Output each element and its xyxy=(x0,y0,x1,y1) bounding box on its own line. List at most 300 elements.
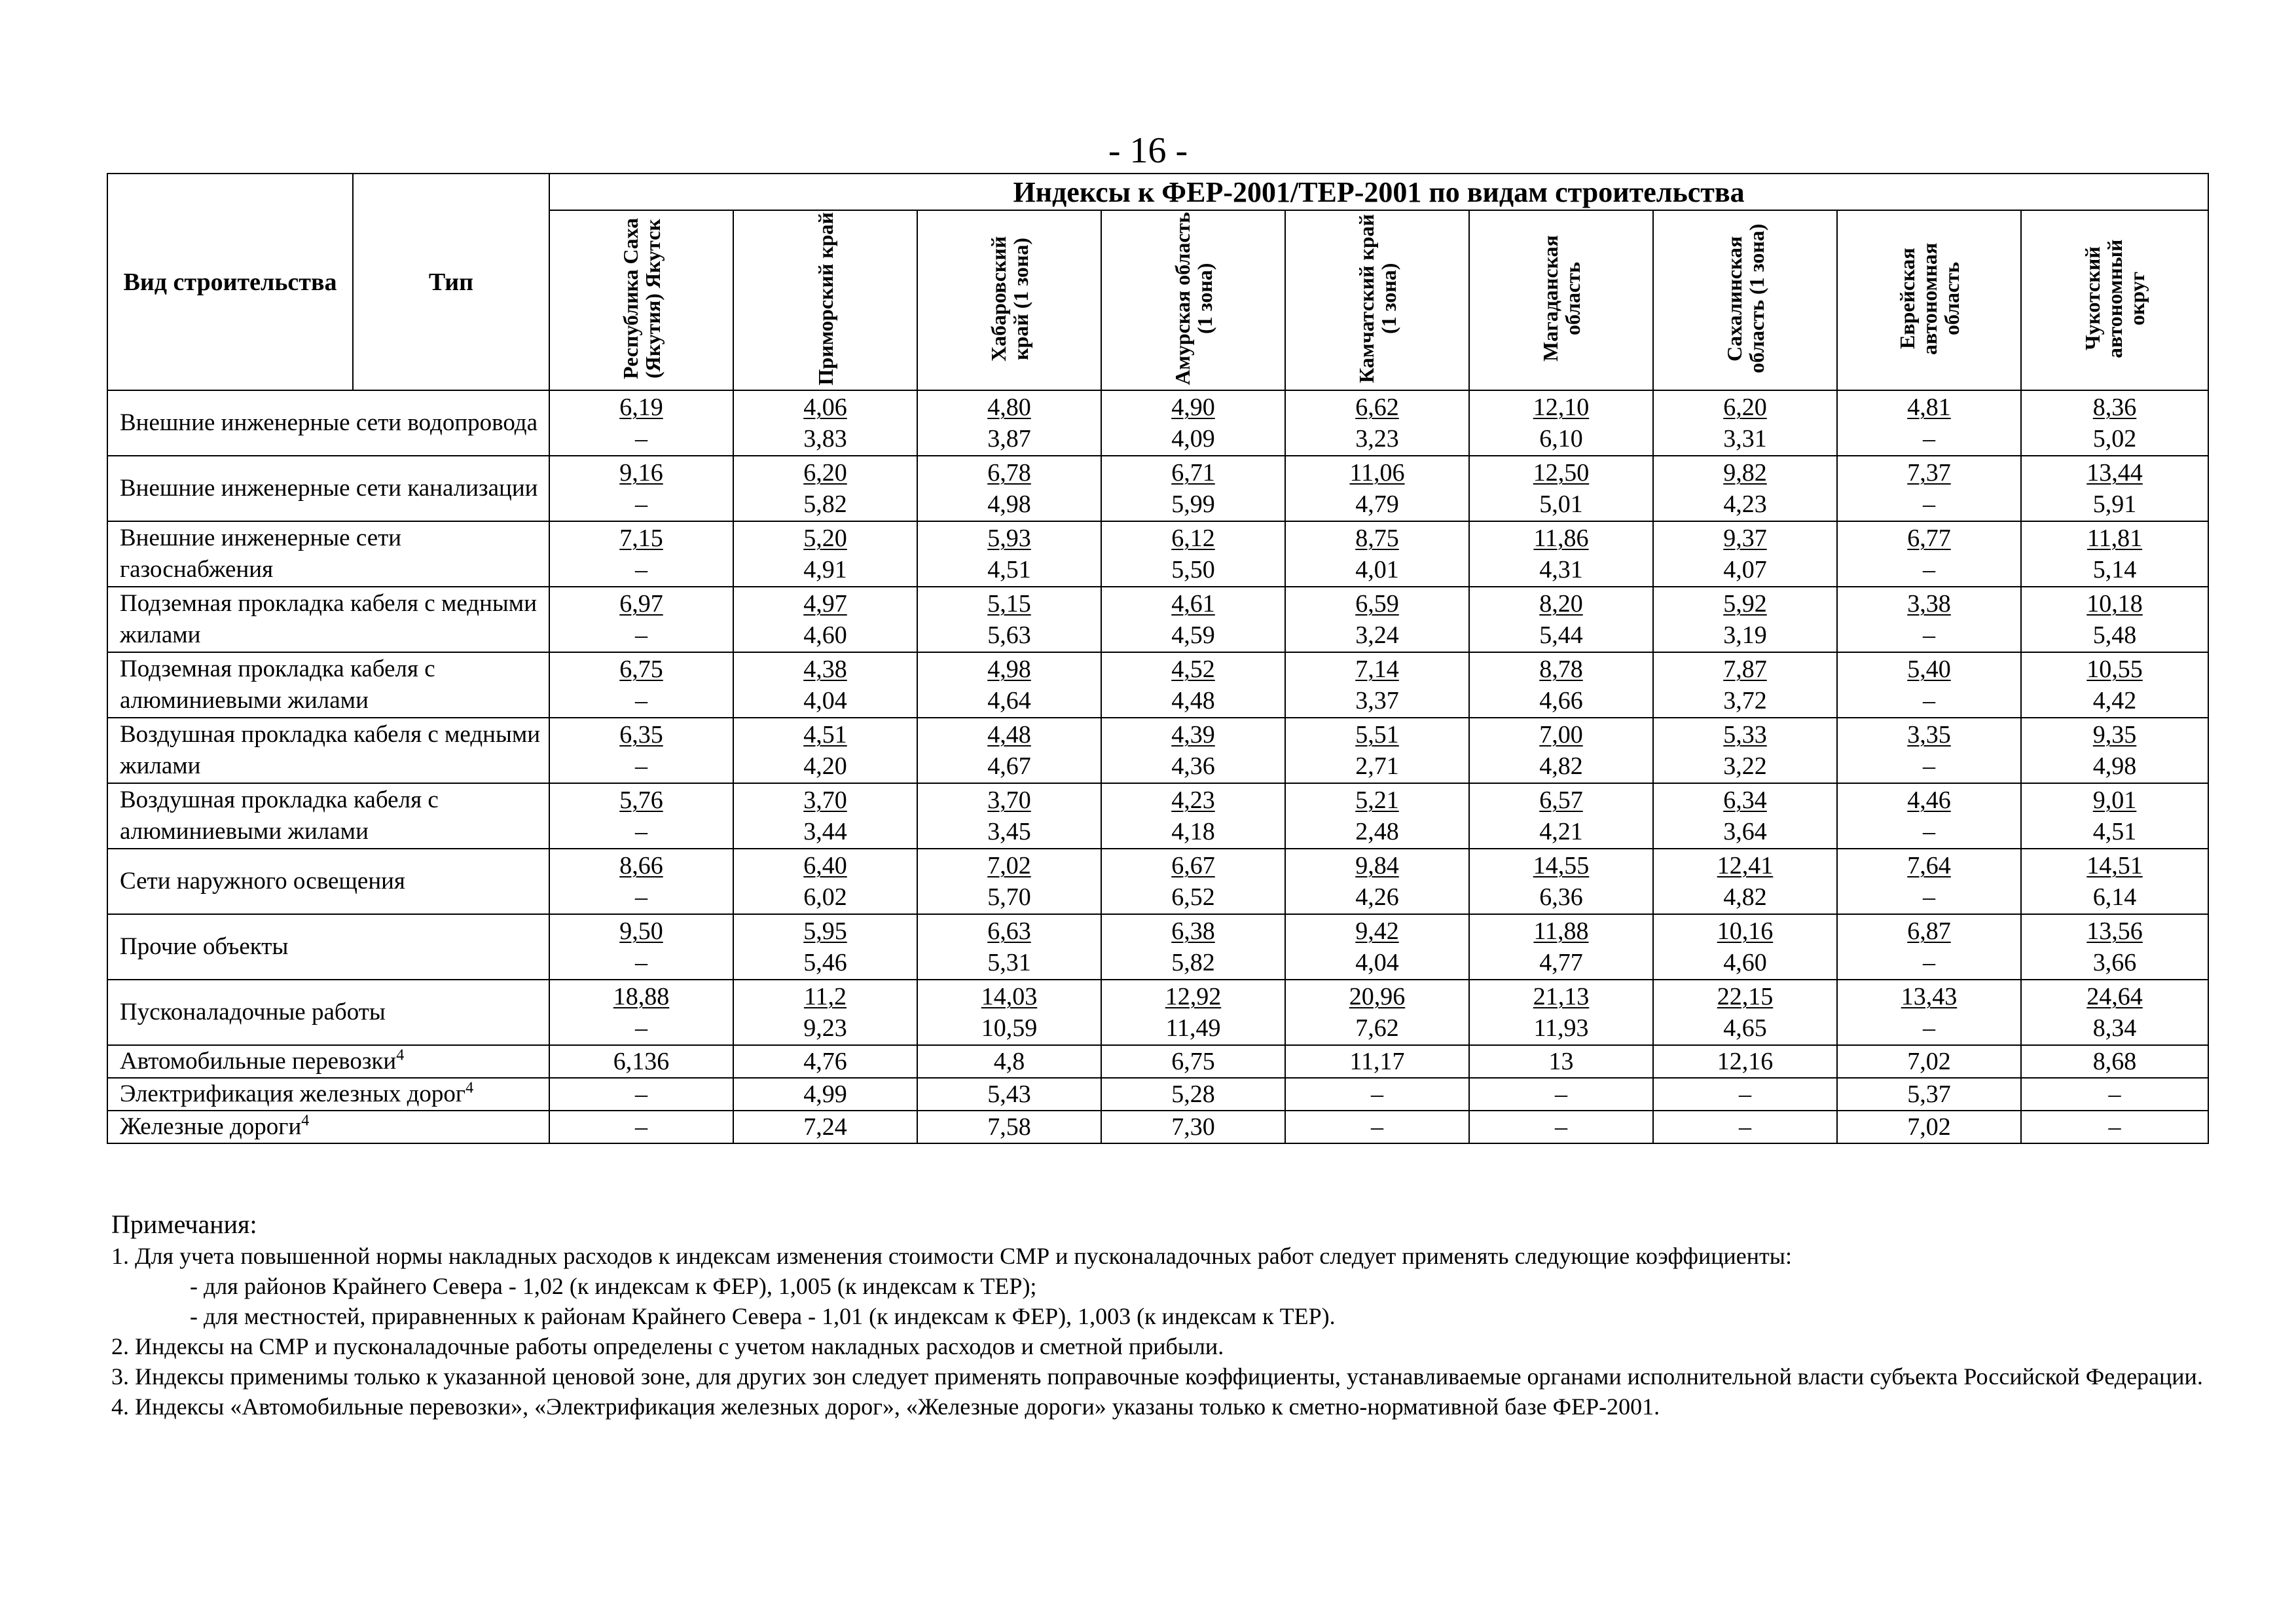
value-cell xyxy=(917,718,1101,783)
value-cell xyxy=(1837,914,2021,980)
table-row xyxy=(107,718,2208,783)
value-denominator: 5,02 xyxy=(2092,425,2137,452)
region-header-label: Чукотский автономный округ xyxy=(2081,239,2149,358)
value-numerator: 4,23 xyxy=(1171,786,1215,814)
value-cell: – xyxy=(2021,1111,2208,1143)
value-cell xyxy=(1469,718,1653,783)
value-cell: – xyxy=(1653,1111,1837,1143)
value-numerator: 4,06 xyxy=(803,394,847,421)
value-numerator: 14,51 xyxy=(2086,852,2143,879)
row-label: Воздушная прокладка кабеля с медными жилами xyxy=(107,718,549,783)
value-cell: – xyxy=(549,1111,733,1143)
note-3: 3. Индексы применимы только к указанной ценовой зоне, для других зон следует применять поправочные коэффициенты, устанавливаемые органами исполнительной власти субъекта Российской Федерации. xyxy=(111,1363,2203,1390)
value-denominator: 4,66 xyxy=(1539,687,1583,714)
value-numerator: 3,70 xyxy=(803,786,847,814)
table-row xyxy=(107,1111,2208,1143)
value-numerator: 11,81 xyxy=(2086,525,2143,552)
value-numerator: 10,16 xyxy=(1717,917,1774,945)
value-cell xyxy=(2021,914,2208,980)
value-cell xyxy=(1653,783,1837,849)
value-cell xyxy=(917,587,1101,652)
note-1a: - для районов Крайнего Севера - 1,02 (к индексам к ФЕР), 1,005 (к индексам к ТЕР); xyxy=(190,1273,1037,1299)
value-cell xyxy=(2021,587,2208,652)
value-numerator: 4,51 xyxy=(803,721,847,748)
value-denominator: 4,60 xyxy=(803,621,847,649)
value-numerator: 7,64 xyxy=(1907,852,1951,879)
value-numerator: 6,75 xyxy=(619,655,663,683)
value-cell: 13 xyxy=(1469,1045,1653,1078)
value-denominator: 4,98 xyxy=(2092,752,2137,780)
value-numerator: 8,36 xyxy=(2092,394,2137,421)
value-numerator: 4,46 xyxy=(1907,786,1951,814)
value-numerator: 8,20 xyxy=(1539,590,1583,618)
value-numerator: 7,02 xyxy=(987,852,1031,879)
value-cell: 4,76 xyxy=(733,1045,917,1078)
value-numerator: 6,20 xyxy=(803,459,847,487)
value-numerator: 9,01 xyxy=(2092,786,2137,814)
value-cell xyxy=(2021,718,2208,783)
value-cell xyxy=(733,390,917,456)
group-header: Индексы к ФЕР-2001/ТЕР-2001 по видам строительства xyxy=(549,174,2208,210)
value-denominator: 4,04 xyxy=(803,687,847,714)
value-numerator: 5,95 xyxy=(803,917,847,945)
value-cell xyxy=(1469,783,1653,849)
value-cell: 7,30 xyxy=(1101,1111,1285,1143)
value-numerator: 6,38 xyxy=(1171,917,1215,945)
value-cell xyxy=(917,783,1101,849)
value-cell xyxy=(733,783,917,849)
row-label: Внешние инженерные сети канализации xyxy=(107,456,549,521)
value-numerator: 4,81 xyxy=(1907,394,1951,421)
value-denominator: 3,87 xyxy=(987,425,1031,452)
region-header xyxy=(917,210,1101,390)
value-denominator: 4,59 xyxy=(1171,621,1215,649)
value-cell xyxy=(2021,456,2208,521)
value-numerator: 22,15 xyxy=(1717,983,1774,1010)
table-row xyxy=(107,587,2208,652)
row-label xyxy=(107,1111,549,1143)
value-numerator: 10,55 xyxy=(2086,655,2143,683)
value-denominator: 3,72 xyxy=(1723,687,1767,714)
value-cell xyxy=(549,587,733,652)
value-numerator: 5,21 xyxy=(1355,786,1399,814)
region-header xyxy=(733,210,917,390)
value-numerator: 6,40 xyxy=(803,852,847,879)
footnote-mark: 4 xyxy=(301,1112,310,1130)
value-denominator: 11,93 xyxy=(1533,1014,1589,1042)
value-cell xyxy=(733,849,917,914)
value-denominator: 3,19 xyxy=(1723,621,1767,649)
value-cell xyxy=(1101,521,1285,587)
value-cell xyxy=(2021,521,2208,587)
table-row xyxy=(107,980,2208,1045)
value-denominator: – xyxy=(635,949,647,976)
value-numerator: 5,76 xyxy=(619,786,663,814)
value-denominator: 4,07 xyxy=(1723,556,1767,583)
value-cell xyxy=(1101,980,1285,1045)
value-denominator: 4,82 xyxy=(1539,752,1583,780)
value-cell: 8,68 xyxy=(2021,1045,2208,1078)
value-numerator: 8,66 xyxy=(619,852,663,879)
value-cell: – xyxy=(1285,1078,1469,1111)
table-row xyxy=(107,914,2208,980)
value-cell xyxy=(917,652,1101,718)
value-cell: 5,43 xyxy=(917,1078,1101,1111)
value-numerator: 4,48 xyxy=(987,721,1031,748)
value-numerator: 12,92 xyxy=(1165,983,1222,1010)
value-numerator: 13,56 xyxy=(2086,917,2143,945)
value-cell xyxy=(733,652,917,718)
value-cell xyxy=(1101,390,1285,456)
value-denominator: – xyxy=(1923,687,1935,714)
value-cell xyxy=(1837,783,2021,849)
value-denominator: 4,64 xyxy=(987,687,1031,714)
value-numerator: 6,35 xyxy=(619,721,663,748)
value-denominator: – xyxy=(635,621,647,649)
region-header-label: Сахалинская область (1 зона) xyxy=(1722,223,1768,374)
value-denominator: – xyxy=(635,752,647,780)
table-row xyxy=(107,849,2208,914)
value-cell xyxy=(549,783,733,849)
region-header xyxy=(2021,210,2208,390)
value-cell xyxy=(549,914,733,980)
region-header xyxy=(1469,210,1653,390)
value-numerator: 9,37 xyxy=(1723,525,1767,552)
value-cell xyxy=(2021,652,2208,718)
value-denominator: 4,91 xyxy=(803,556,847,583)
value-cell xyxy=(1285,390,1469,456)
value-cell: – xyxy=(1469,1111,1653,1143)
region-header xyxy=(549,210,733,390)
row-label: Подземная прокладка кабеля с медными жилами xyxy=(107,587,549,652)
value-cell: 7,02 xyxy=(1837,1111,2021,1143)
value-cell xyxy=(1469,587,1653,652)
value-denominator: – xyxy=(635,883,647,911)
value-denominator: 4,48 xyxy=(1171,687,1215,714)
value-denominator: 5,48 xyxy=(2092,621,2137,649)
region-header-label: Камчатский край (1 зона) xyxy=(1354,213,1400,384)
value-denominator: 4,77 xyxy=(1539,949,1583,976)
col-header-type: Тип xyxy=(353,174,549,390)
value-denominator: – xyxy=(1923,818,1935,845)
value-cell xyxy=(917,849,1101,914)
value-numerator: 13,43 xyxy=(1901,983,1958,1010)
value-denominator: 3,22 xyxy=(1723,752,1767,780)
value-numerator: 6,78 xyxy=(987,459,1031,487)
footnote-mark: 4 xyxy=(465,1079,474,1097)
value-numerator: 6,63 xyxy=(987,917,1031,945)
value-denominator: – xyxy=(635,490,647,518)
value-cell xyxy=(2021,849,2208,914)
value-denominator: 3,83 xyxy=(803,425,847,452)
value-denominator: – xyxy=(1923,1014,1935,1042)
value-denominator: 5,50 xyxy=(1171,556,1215,583)
value-cell: 4,99 xyxy=(733,1078,917,1111)
value-cell xyxy=(1285,783,1469,849)
value-denominator: 4,36 xyxy=(1171,752,1215,780)
value-denominator: 6,14 xyxy=(2092,883,2137,911)
value-numerator: 5,40 xyxy=(1907,655,1951,683)
value-numerator: 4,38 xyxy=(803,655,847,683)
value-numerator: 5,33 xyxy=(1723,721,1767,748)
value-numerator: 24,64 xyxy=(2086,983,2143,1010)
value-cell: 5,37 xyxy=(1837,1078,2021,1111)
value-denominator: – xyxy=(1923,621,1935,649)
value-cell xyxy=(1653,587,1837,652)
table-row xyxy=(107,456,2208,521)
value-numerator: 8,75 xyxy=(1355,525,1399,552)
value-denominator: 4,31 xyxy=(1539,556,1583,583)
value-cell xyxy=(2021,783,2208,849)
value-denominator: 3,66 xyxy=(2092,949,2137,976)
value-cell xyxy=(1837,849,2021,914)
value-cell xyxy=(1469,521,1653,587)
value-cell: 6,136 xyxy=(549,1045,733,1078)
value-numerator: 9,84 xyxy=(1355,852,1399,879)
region-header-label: Магаданская область xyxy=(1538,235,1584,362)
value-denominator: 3,44 xyxy=(803,818,847,845)
value-numerator: 11,2 xyxy=(803,983,847,1010)
value-cell xyxy=(1653,849,1837,914)
value-denominator: 4,98 xyxy=(987,490,1031,518)
value-denominator: – xyxy=(635,818,647,845)
value-cell xyxy=(1101,456,1285,521)
value-denominator: – xyxy=(1923,883,1935,911)
value-cell xyxy=(2021,980,2208,1045)
note-1: 1. Для учета повышенной нормы накладных расходов к индексам изменения стоимости СМР и пусконаладочных работ следует применять следующие коэффициенты: xyxy=(111,1243,1792,1269)
value-cell xyxy=(733,980,917,1045)
value-cell xyxy=(1653,521,1837,587)
value-denominator: 5,82 xyxy=(1171,949,1215,976)
value-numerator: 14,03 xyxy=(981,983,1038,1010)
value-cell xyxy=(1101,587,1285,652)
value-denominator: 5,14 xyxy=(2092,556,2137,583)
value-cell: – xyxy=(1285,1111,1469,1143)
value-denominator: 4,04 xyxy=(1355,949,1399,976)
value-numerator: 6,12 xyxy=(1171,525,1215,552)
value-cell: 4,8 xyxy=(917,1045,1101,1078)
value-numerator: 4,39 xyxy=(1171,721,1215,748)
value-cell xyxy=(733,456,917,521)
value-cell xyxy=(549,849,733,914)
value-numerator: 6,71 xyxy=(1171,459,1215,487)
value-numerator: 11,06 xyxy=(1349,459,1405,487)
value-cell xyxy=(1653,390,1837,456)
table-row xyxy=(107,783,2208,849)
row-label-text: Железные дороги xyxy=(120,1113,302,1140)
value-cell xyxy=(1101,718,1285,783)
value-numerator: 7,00 xyxy=(1539,721,1583,748)
value-numerator: 3,35 xyxy=(1907,721,1951,748)
notes-block xyxy=(111,1208,2206,1422)
value-cell xyxy=(1837,980,2021,1045)
region-header-label: Приморский край xyxy=(813,212,837,386)
value-numerator: 13,44 xyxy=(2086,459,2143,487)
value-cell: – xyxy=(549,1078,733,1111)
value-denominator: 3,64 xyxy=(1723,818,1767,845)
value-cell xyxy=(1101,914,1285,980)
value-numerator: 6,87 xyxy=(1907,917,1951,945)
value-cell: 7,02 xyxy=(1837,1045,2021,1078)
value-denominator: 5,70 xyxy=(987,883,1031,911)
value-cell xyxy=(549,390,733,456)
value-cell xyxy=(1285,980,1469,1045)
value-numerator: 8,78 xyxy=(1539,655,1583,683)
value-cell xyxy=(1469,652,1653,718)
value-cell xyxy=(1469,980,1653,1045)
value-denominator: 5,46 xyxy=(803,949,847,976)
value-cell xyxy=(917,456,1101,521)
value-denominator: 4,51 xyxy=(2092,818,2137,845)
index-table xyxy=(107,173,2209,1144)
value-cell xyxy=(733,914,917,980)
value-denominator: 6,36 xyxy=(1539,883,1583,911)
value-cell xyxy=(1469,390,1653,456)
row-label: Прочие объекты xyxy=(107,914,549,980)
row-label xyxy=(107,1078,549,1111)
value-denominator: 4,51 xyxy=(987,556,1031,583)
value-denominator: – xyxy=(635,687,647,714)
value-cell xyxy=(917,390,1101,456)
value-denominator: 4,79 xyxy=(1355,490,1399,518)
value-numerator: 6,19 xyxy=(619,394,663,421)
value-cell xyxy=(1837,390,2021,456)
value-cell xyxy=(1837,521,2021,587)
value-cell xyxy=(549,652,733,718)
value-numerator: 7,37 xyxy=(1907,459,1951,487)
value-numerator: 6,67 xyxy=(1171,852,1215,879)
value-cell xyxy=(2021,390,2208,456)
value-denominator: – xyxy=(1923,752,1935,780)
value-numerator: 5,92 xyxy=(1723,590,1767,618)
value-denominator: 5,99 xyxy=(1171,490,1215,518)
value-denominator: 3,37 xyxy=(1355,687,1399,714)
value-numerator: 12,10 xyxy=(1533,394,1590,421)
value-denominator: 4,42 xyxy=(2092,687,2137,714)
value-cell xyxy=(733,587,917,652)
value-cell xyxy=(1653,718,1837,783)
value-numerator: 5,93 xyxy=(987,525,1031,552)
value-numerator: 11,86 xyxy=(1533,525,1589,552)
value-denominator: – xyxy=(1923,425,1935,452)
value-cell xyxy=(917,521,1101,587)
row-label: Внешние инженерные сети газоснабжения xyxy=(107,521,549,587)
value-cell xyxy=(1101,652,1285,718)
value-cell xyxy=(917,980,1101,1045)
value-numerator: 14,55 xyxy=(1533,852,1590,879)
value-numerator: 4,97 xyxy=(803,590,847,618)
row-label: Внешние инженерные сети водопровода xyxy=(107,390,549,456)
value-cell xyxy=(1285,456,1469,521)
value-denominator: 2,71 xyxy=(1355,752,1399,780)
value-cell xyxy=(1653,980,1837,1045)
value-numerator: 20,96 xyxy=(1349,983,1406,1010)
value-denominator: 5,44 xyxy=(1539,621,1583,649)
value-cell xyxy=(1101,783,1285,849)
value-denominator: 4,65 xyxy=(1723,1014,1767,1042)
value-denominator: 2,48 xyxy=(1355,818,1399,845)
value-denominator: 5,82 xyxy=(803,490,847,518)
value-denominator: 3,45 xyxy=(987,818,1031,845)
value-denominator: 9,23 xyxy=(803,1014,847,1042)
region-header xyxy=(1653,210,1837,390)
value-denominator: 6,10 xyxy=(1539,425,1583,452)
value-numerator: 3,70 xyxy=(987,786,1031,814)
value-cell xyxy=(1285,652,1469,718)
value-numerator: 6,97 xyxy=(619,590,663,618)
row-label: Пусконаладочные работы xyxy=(107,980,549,1045)
value-numerator: 5,51 xyxy=(1355,721,1399,748)
value-cell xyxy=(917,914,1101,980)
value-denominator: 3,23 xyxy=(1355,425,1399,452)
footnote-mark: 4 xyxy=(396,1046,405,1064)
note-2: 2. Индексы на СМР и пусконаладочные работы определены с учетом накладных расходов и сметной прибыли. xyxy=(111,1333,1224,1359)
value-cell xyxy=(1469,849,1653,914)
value-cell: 12,16 xyxy=(1653,1045,1837,1078)
value-denominator: 4,21 xyxy=(1539,818,1583,845)
table-row xyxy=(107,1078,2208,1111)
value-cell xyxy=(1837,652,2021,718)
value-denominator: 3,31 xyxy=(1723,425,1767,452)
value-denominator: – xyxy=(635,425,647,452)
value-numerator: 6,34 xyxy=(1723,786,1767,814)
value-cell: 6,75 xyxy=(1101,1045,1285,1078)
note-1b: - для местностей, приравненных к районам Крайнего Севера - 1,01 (к индексам к ФЕР), 1,003 (к индексам к ТЕР). xyxy=(190,1303,1336,1329)
table-row xyxy=(107,652,2208,718)
row-label: Сети наружного освещения xyxy=(107,849,549,914)
value-cell: 7,58 xyxy=(917,1111,1101,1143)
value-cell xyxy=(1837,718,2021,783)
region-header xyxy=(1285,210,1469,390)
value-numerator: 7,15 xyxy=(619,525,663,552)
value-denominator: 4,23 xyxy=(1723,490,1767,518)
value-numerator: 7,14 xyxy=(1355,655,1399,683)
value-numerator: 3,38 xyxy=(1907,590,1951,618)
value-numerator: 4,52 xyxy=(1171,655,1215,683)
value-numerator: 11,88 xyxy=(1533,917,1589,945)
value-denominator: – xyxy=(1923,556,1935,583)
value-denominator: 5,63 xyxy=(987,621,1031,649)
value-cell xyxy=(733,521,917,587)
value-denominator: – xyxy=(1923,490,1935,518)
value-cell xyxy=(1285,914,1469,980)
value-cell xyxy=(1285,587,1469,652)
col-header-kind: Вид строительства xyxy=(107,174,353,390)
row-label: Воздушная прокладка кабеля с алюминиевыми жилами xyxy=(107,783,549,849)
value-cell xyxy=(1653,456,1837,521)
region-header-label: Хабаровский край (1 зона) xyxy=(986,236,1032,361)
value-numerator: 6,59 xyxy=(1355,590,1399,618)
value-denominator: 10,59 xyxy=(981,1014,1038,1042)
value-cell xyxy=(1469,914,1653,980)
value-cell: 7,24 xyxy=(733,1111,917,1143)
note-4: 4. Индексы «Автомобильные перевозки», «Электрификация железных дорог», «Железные дороги» указаны только к сметно-нормативной базе ФЕР-2001. xyxy=(111,1393,1660,1420)
value-numerator: 6,62 xyxy=(1355,394,1399,421)
region-header xyxy=(1837,210,2021,390)
value-cell xyxy=(1653,652,1837,718)
notes-title: Примечания: xyxy=(111,1209,257,1239)
value-cell xyxy=(549,718,733,783)
value-denominator: – xyxy=(635,556,647,583)
value-cell: – xyxy=(1469,1078,1653,1111)
value-cell xyxy=(1469,456,1653,521)
value-numerator: 4,90 xyxy=(1171,394,1215,421)
value-numerator: 5,15 xyxy=(987,590,1031,618)
value-denominator: 6,02 xyxy=(803,883,847,911)
value-denominator: 4,60 xyxy=(1723,949,1767,976)
value-cell xyxy=(1653,914,1837,980)
region-header-label: Республика Саха (Якутия) Якутск xyxy=(618,217,665,380)
